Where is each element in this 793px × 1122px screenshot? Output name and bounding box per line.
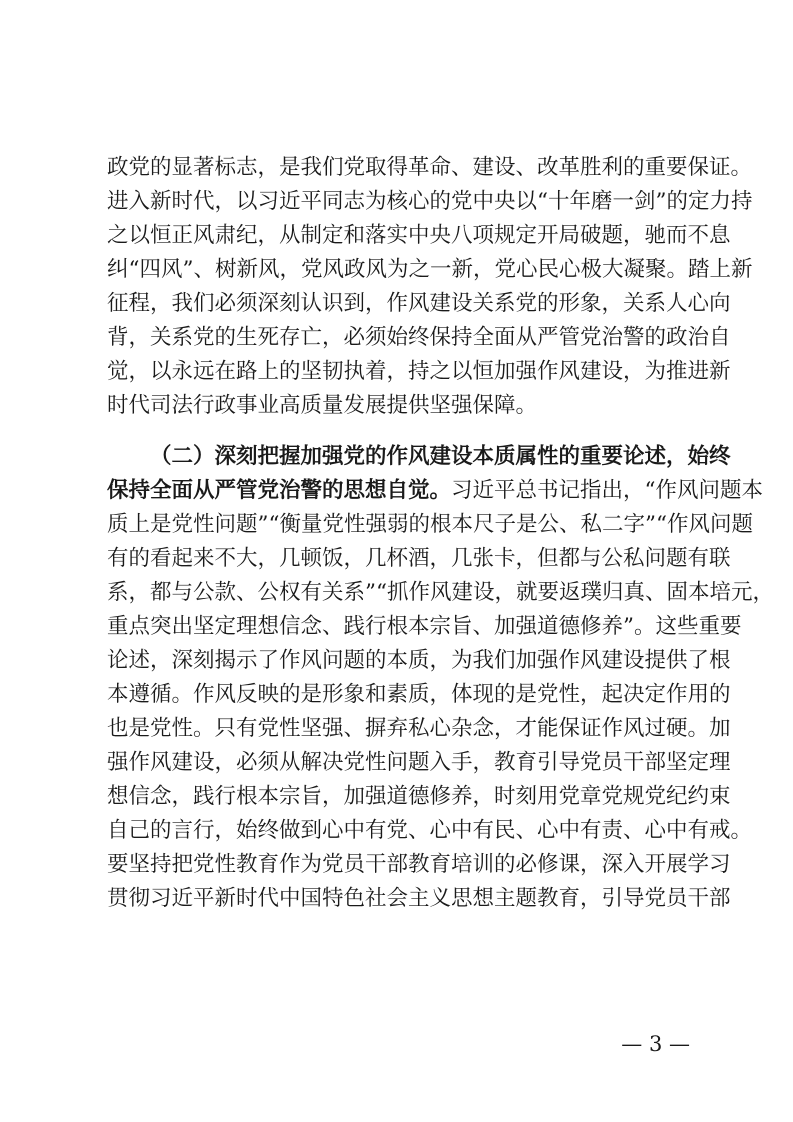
section-line-14: 贯彻习近平新时代中国特色社会主义思想主题教育，引导党员干部 [107,886,731,911]
section-line-7: 论述，深刻揭示了作风问题的本质，为我们加强作风建设提供了根 [107,648,731,673]
body-line-1: 政党的显著标志，是我们党取得革命、建设、改革胜利的重要保证。 [107,155,753,180]
body-line-6: 背，关系党的生死存亡，必须始终保持全面从严管党治警的政治自 [107,325,731,350]
section-line-10: 强作风建设，必须从解决党性问题入手，教育引导党员干部坚定理 [107,750,731,775]
section-quote-intro: 习近平总书记指出，“作风问题本 [451,478,764,503]
body-line-4: 纠“四风”、树新风，党风政风为之一新，党心民心极大凝聚。踏上新 [107,257,753,282]
section-line-6: 重点突出坚定理想信念、践行根本宗旨、加强道德修养”。这些重要 [107,614,742,639]
section-line-5: 系，都与公款、公权有关系”“抓作风建设，就要返璞归真、固本培元， [107,580,774,605]
section-line-9: 也是党性。只有党性坚强、摒弃私心杂念，才能保证作风过硬。加 [107,716,731,741]
section-heading-continued: 保持全面从严管党治警的思想自觉。 [107,478,452,503]
body-line-2: 进入新时代，以习近平同志为核心的党中央以“十年磨一剑”的定力持 [107,189,753,214]
section-line-12: 自己的言行，始终做到心中有党、心中有民、心中有责、心中有戒。 [107,818,753,843]
body-line-5: 征程，我们必须深刻认识到，作风建设关系党的形象，关系人心向 [107,291,731,316]
section-line-8: 本遵循。作风反映的是形象和素质，体现的是党性，起决定作用的 [107,682,731,707]
body-line-3: 之以恒正风肃纪，从制定和落实中央八项规定开局破题，驰而不息 [107,223,731,248]
section-line-11: 想信念，践行根本宗旨，加强道德修养，时刻用党章党规党纪约束 [107,784,731,809]
section-line-2 [107,476,764,506]
section-line-13: 要坚持把党性教育作为党员干部教育培训的必修课，深入开展学习 [107,852,731,877]
section-line-3: 质上是党性问题”“衡量党性强弱的根本尺子是公、私二字”“作风问题 [107,512,753,537]
section-line-4: 有的看起来不大，几顿饭，几杯酒，几张卡，但都与公私问题有联 [107,546,731,571]
body-line-8: 时代司法行政事业高质量发展提供坚强保障。 [107,393,538,418]
page-number: — 3 — [621,1032,690,1056]
body-line-7: 觉，以永远在路上的坚韧执着，持之以恒加强作风建设，为推进新 [107,359,731,384]
section-heading: （二）深刻把握加强党的作风建设本质属性的重要论述，始终 [150,444,731,469]
